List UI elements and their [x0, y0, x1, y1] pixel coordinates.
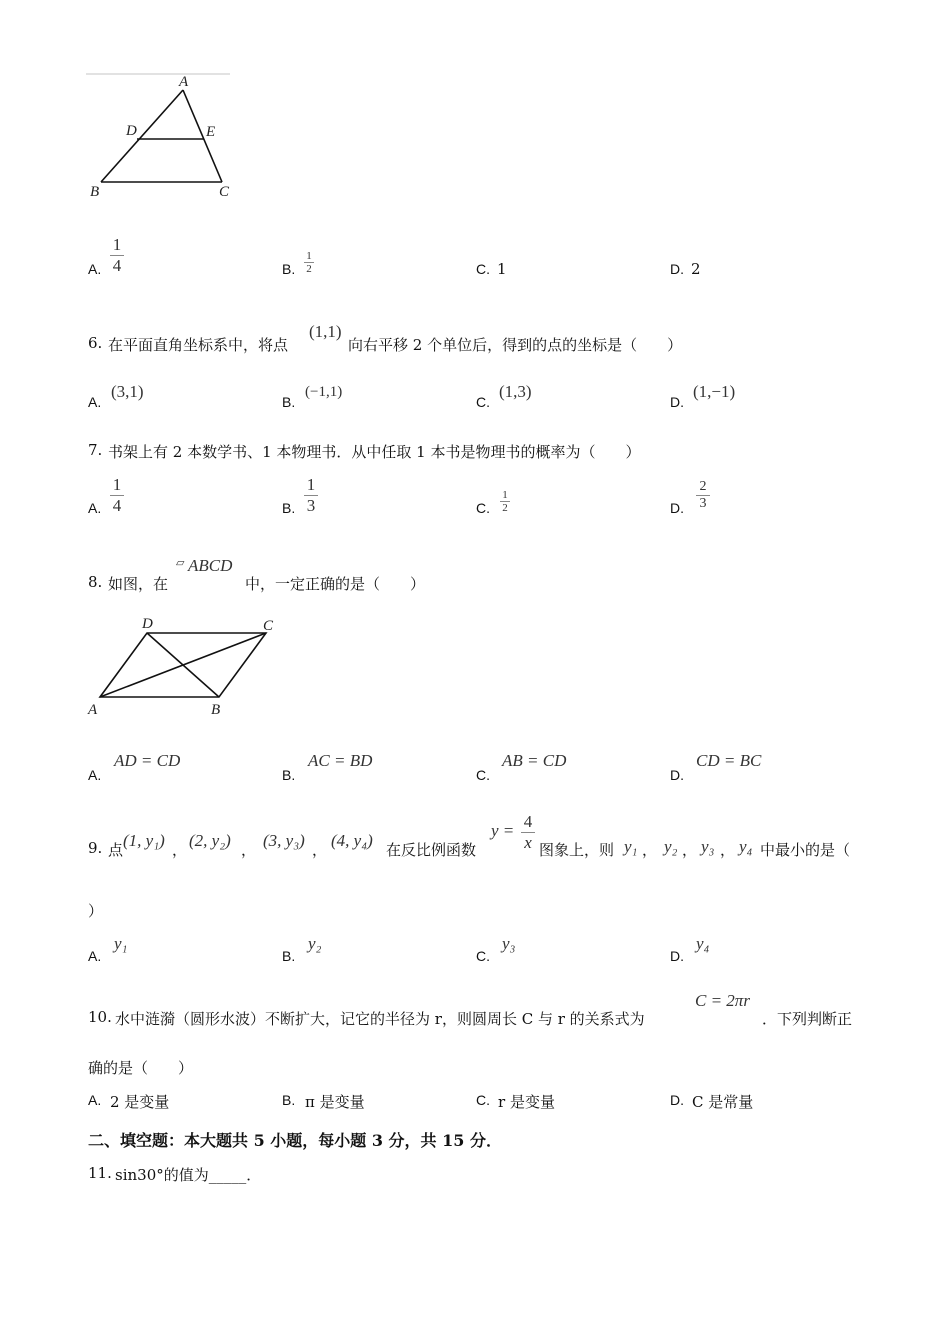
q7-option-a-fraction: 1 4	[110, 475, 124, 516]
q8-option-a-value: AD = CD	[114, 751, 181, 770]
q9-text-mid2: 图象上，则	[539, 841, 615, 859]
q9-option-b-label[interactable]: B.	[282, 948, 296, 964]
q5-option-a-fraction: 1 4	[110, 235, 124, 276]
q6-point: (1,1)	[309, 322, 342, 341]
q10-option-d-label[interactable]: D.	[670, 1092, 684, 1108]
segment-ab	[101, 90, 183, 182]
q8-shape-name: ABCD	[188, 556, 233, 575]
q9-separator: ，	[720, 841, 736, 859]
q10-option-c-value: r 是变量	[498, 1093, 555, 1111]
q10-formula: C = 2πr	[695, 991, 750, 1010]
q7-option-a-label[interactable]: A.	[88, 500, 102, 516]
label-e: E	[206, 124, 216, 140]
q7-option-c-fraction: 1 2	[500, 489, 510, 514]
q6-option-b-label[interactable]: B.	[282, 394, 296, 410]
q7-option-b-label[interactable]: B.	[282, 500, 296, 516]
q9-option-d-label[interactable]: D.	[670, 948, 684, 964]
q7-option-d-fraction: 2 3	[696, 479, 710, 512]
q6-option-b-value: (−1,1)	[305, 384, 343, 400]
q9-separator: ，	[172, 841, 188, 859]
q5-option-a-label[interactable]: A.	[88, 261, 102, 277]
q10-option-c-label[interactable]: C.	[476, 1092, 490, 1108]
q9-point-4: (4, y₄)	[331, 831, 373, 850]
q7-option-b-fraction: 1 3	[304, 475, 318, 516]
q6-option-d-value: (1,−1)	[693, 382, 736, 401]
q6-option-d-label[interactable]: D.	[670, 394, 684, 410]
q6-option-c-label[interactable]: C.	[476, 394, 490, 410]
segment-ac	[183, 90, 222, 182]
q10-option-b-label[interactable]: B.	[282, 1092, 296, 1108]
triangle-figure	[84, 70, 244, 205]
q9-separator: ，	[312, 841, 328, 859]
q6-option-a-label[interactable]: A.	[88, 394, 102, 410]
label-a: A	[88, 702, 98, 718]
q5-option-b-fraction: 1 2	[304, 250, 314, 275]
q10-text-before: 水中涟漪（圆形水波）不断扩大，记它的半径为 r，则圆周长 C 与 r 的关系式为	[115, 1010, 645, 1028]
q9-option-b-value: y₂	[308, 934, 322, 953]
label-a: A	[179, 74, 189, 90]
q6-text-after: 向右平移 2 个单位后，得到的点的坐标是（ ）	[348, 336, 683, 354]
q9-text-mid: 在反比例函数	[386, 841, 477, 859]
label-d: D	[142, 616, 153, 632]
label-c: C	[263, 618, 274, 634]
q7-option-d-label[interactable]: D.	[670, 500, 684, 516]
q9-function-lhs: y =	[491, 821, 515, 840]
q9-y4: y₄	[739, 837, 753, 856]
q9-separator: ，	[642, 841, 658, 859]
q9-separator: ，	[241, 841, 257, 859]
q8-option-d-value: CD = BC	[696, 751, 762, 770]
q6-number: 6.	[88, 334, 103, 352]
diagonal-bd	[147, 633, 219, 697]
q8-number: 8.	[88, 573, 103, 591]
q5-option-c-value: 1	[497, 260, 507, 278]
parallelogram-symbol: ▱	[176, 557, 185, 569]
q8-option-b-label[interactable]: B.	[282, 767, 296, 783]
q8-text-before: 如图，在	[108, 575, 169, 593]
q9-text-end: 中最小的是（	[760, 841, 851, 859]
q9-y3: y₃	[701, 837, 715, 856]
q8-text-after: 中，一定正确的是（ ）	[245, 575, 426, 593]
q7-number: 7.	[88, 441, 103, 459]
q10-option-a-value: 2 是变量	[110, 1093, 170, 1111]
label-b: B	[90, 184, 100, 200]
q9-number: 9.	[88, 839, 103, 857]
q6-option-c-value: (1,3)	[499, 382, 532, 401]
label-c: C	[219, 184, 230, 200]
section-title: 二、填空题：本大题共 5 小题，每小题 3 分，共 15 分．	[88, 1131, 502, 1150]
q11-text: sin30°的值为_____．	[115, 1166, 262, 1184]
label-b: B	[211, 702, 221, 718]
q10-option-b-value: π 是变量	[305, 1093, 365, 1111]
q6-option-a-value: (3,1)	[111, 382, 144, 401]
q6-text-before: 在平面直角坐标系中，将点	[108, 336, 289, 354]
q8-option-d-label[interactable]: D.	[670, 767, 684, 783]
q9-option-a-label[interactable]: A.	[88, 948, 102, 964]
q9-y1: y₁	[624, 837, 638, 856]
q9-option-a-value: y₁	[114, 934, 128, 953]
q7-option-c-label[interactable]: C.	[476, 500, 490, 516]
q9-point-1: (1, y₁)	[123, 831, 165, 850]
q9-text-lead: 点	[108, 841, 124, 859]
q9-option-c-label[interactable]: C.	[476, 948, 490, 964]
parallelogram-figure	[84, 612, 284, 718]
q10-option-a-label[interactable]: A.	[88, 1092, 102, 1108]
q9-option-d-value: y₄	[696, 934, 710, 953]
label-d: D	[126, 123, 137, 139]
q11-number: 11.	[88, 1164, 112, 1182]
q9-option-c-value: y₃	[502, 934, 516, 953]
q9-function-fraction: 4 x	[521, 812, 535, 853]
q10-line2: 确的是（ ）	[88, 1059, 194, 1077]
q5-option-b-label[interactable]: B.	[282, 261, 296, 277]
q9-close-paren: ）	[88, 902, 104, 920]
q8-option-c-value: AB = CD	[502, 751, 567, 770]
q8-option-a-label[interactable]: A.	[88, 767, 102, 783]
q5-option-c-label[interactable]: C.	[476, 261, 490, 277]
q8-option-c-label[interactable]: C.	[476, 767, 490, 783]
q10-option-d-value: C 是常量	[692, 1093, 754, 1111]
q9-point-2: (2, y₂)	[189, 831, 231, 850]
q9-y2: y₂	[664, 837, 678, 856]
q5-option-d-value: 2	[691, 260, 701, 278]
q7-text: 书架上有 2 本数学书、1 本物理书．从中任取 1 本书是物理书的概率为（ ）	[108, 443, 641, 461]
q9-point-3: (3, y₃)	[263, 831, 305, 850]
q9-separator: ，	[682, 841, 698, 859]
q10-number: 10.	[88, 1008, 112, 1026]
q10-text-after: ．下列判断正	[762, 1010, 853, 1028]
q5-option-d-label[interactable]: D.	[670, 261, 684, 277]
q8-option-b-value: AC = BD	[308, 751, 373, 770]
